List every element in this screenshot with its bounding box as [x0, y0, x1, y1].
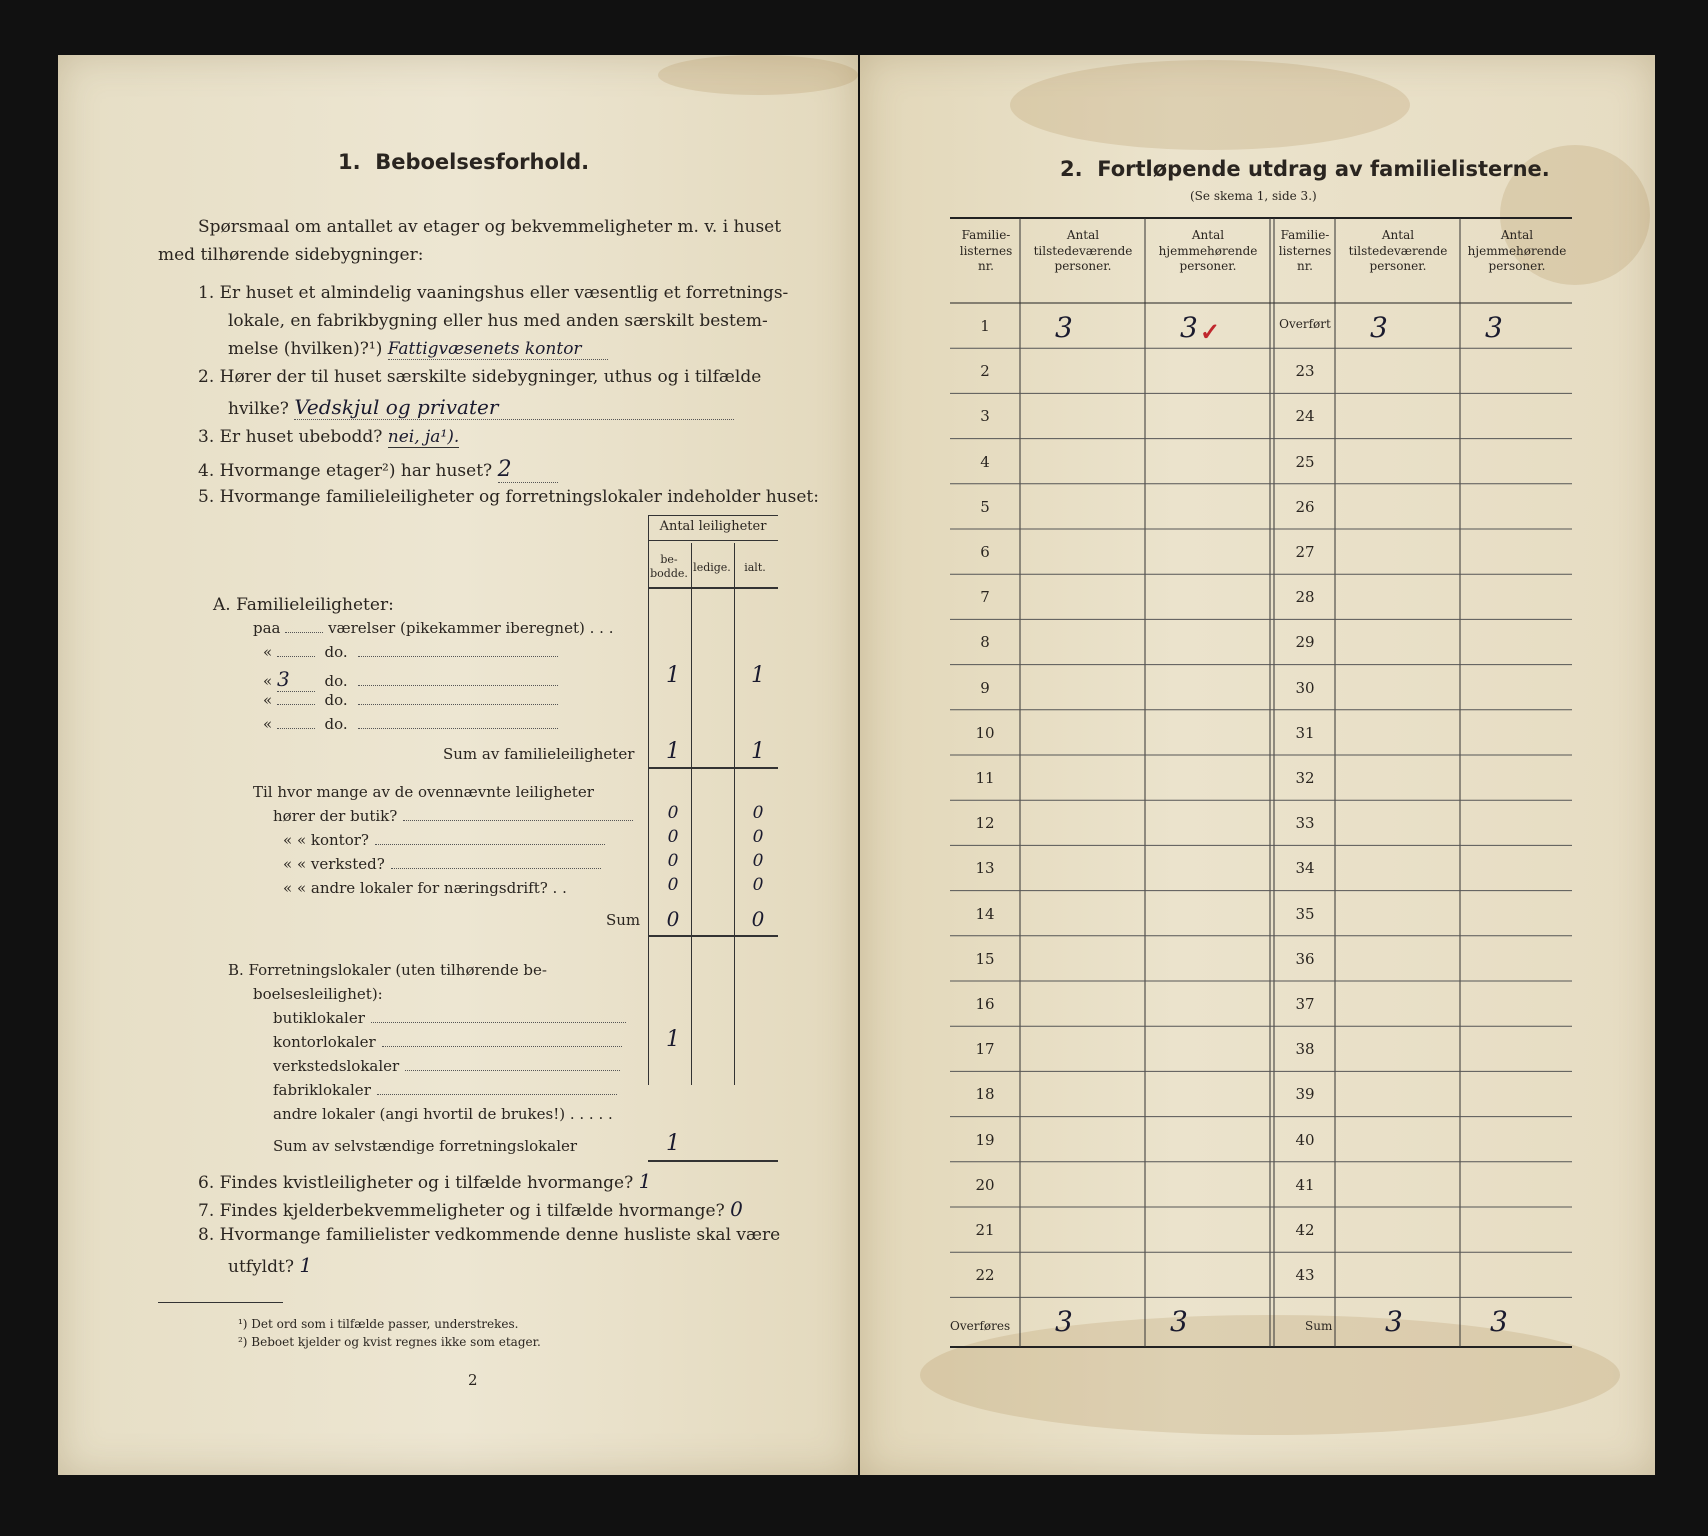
row-number-right: 30: [1295, 678, 1315, 697]
a-row-label: do.: [324, 672, 348, 690]
leader-dots: [358, 685, 558, 686]
question-2-line-1: 2. Hører der til huset særskilte sidebygninger, uthus og i tilfælde: [198, 367, 762, 387]
sum-forr-value: 1: [666, 1131, 680, 1156]
question-1-label: melse (hvilken)?¹): [228, 339, 383, 359]
table-vline-2: [691, 543, 692, 1085]
row-number-left: 11: [975, 769, 995, 787]
row-number-right: 23: [1295, 362, 1315, 381]
a-row-rooms: [285, 632, 323, 633]
row-number-right: 39: [1295, 1085, 1315, 1104]
row-number-right: 41: [1295, 1175, 1315, 1194]
row-number-right: 31: [1295, 723, 1315, 742]
footnote-1: ¹) Det ord som i tilfælde passer, understrekes.: [238, 1317, 519, 1331]
section-a-title: A. Familieleiligheter:: [213, 595, 394, 615]
question-8-answer: 1: [299, 1253, 313, 1277]
leader-dots: [391, 868, 601, 869]
b-row-4-bebodde: 0: [667, 875, 679, 895]
question-4: [198, 457, 558, 483]
question-2-answer: Vedskjul og privater: [294, 395, 734, 420]
question-8-line-2: [228, 1253, 312, 1277]
c-row-2: [273, 1033, 622, 1051]
footer-overfores-hjemmehorende: 3: [1170, 1305, 1188, 1338]
row-number-right: 24: [1295, 407, 1315, 426]
col-header-tilstedevaerende: Antal tilstedeværende personer.: [1033, 228, 1133, 274]
question-4-label: 4. Hvormange etager²) har huset?: [198, 461, 493, 481]
leader-dots: [403, 820, 633, 821]
question-2-line-2: [228, 395, 734, 420]
b-row-2: [283, 831, 605, 849]
c-row-label: fabriklokaler: [273, 1081, 371, 1099]
section-2-subtitle: (Se skema 1, side 3.): [1190, 189, 1317, 203]
footnote-rule: [158, 1302, 283, 1303]
row-1-tilstedevaerende: 3: [1055, 311, 1073, 344]
row-number-left: 3: [980, 407, 990, 426]
row-number-left: 18: [975, 1085, 995, 1104]
a-row-3-ialt: 1: [751, 663, 765, 688]
row-number-left: 19: [975, 1130, 995, 1149]
a-row-rooms: [277, 704, 315, 705]
a-row-rooms: 3: [277, 667, 315, 692]
c-row-1: [273, 1009, 626, 1027]
col-ialt: ialt.: [744, 561, 766, 574]
section-title-text: Fortløpende utdrag av familielisterne.: [1097, 157, 1550, 181]
leader-dots: [358, 704, 558, 705]
a-row-label: do.: [324, 691, 348, 709]
table-header-title: Antal leiligheter: [648, 515, 778, 541]
a-row-rooms: [277, 728, 315, 729]
row-number-left: 12: [975, 814, 995, 833]
overfort-hjemmehorende: 3: [1485, 311, 1503, 344]
row-number-right: 28: [1295, 588, 1315, 607]
leader-dots: [405, 1070, 620, 1071]
overfort-tilstedevaerende: 3: [1370, 311, 1388, 344]
question-6-answer: 1: [638, 1169, 652, 1193]
question-8-label: utfyldt?: [228, 1257, 294, 1277]
a-row-4: [263, 691, 558, 709]
row-number-left: 1: [980, 317, 990, 335]
leader-dots: [375, 844, 605, 845]
col-ledige: ledige.: [693, 561, 731, 574]
c-row-label: verkstedslokaler: [273, 1057, 400, 1075]
col-header-familielisternes: Familie- listernes nr.: [959, 228, 1013, 274]
question-3-label: 3. Er huset ubebodd?: [198, 427, 383, 447]
question-1-line-1: 1. Er huset et almindelig vaaningshus eller væsentlig et forretnings-: [198, 283, 789, 303]
col-header-tilstedevaerende-2: Antal tilstedeværende personer.: [1348, 228, 1448, 274]
row-number-left: 9: [980, 678, 990, 697]
sum-fam-ialt: 1: [751, 739, 765, 764]
b-row-3-bebodde: 0: [667, 851, 679, 871]
question-6-label: 6. Findes kvistleiligheter og i tilfælde hvormange?: [198, 1173, 634, 1193]
b-row-4-ialt: 0: [752, 875, 764, 895]
b-row-3-ialt: 0: [752, 851, 764, 871]
row-number-right: 26: [1295, 497, 1315, 516]
row-number-left: 16: [975, 995, 995, 1013]
a-row-2: [263, 643, 558, 661]
c-row-3: [273, 1057, 620, 1075]
row-number-left: 22: [975, 1266, 995, 1285]
question-4-answer: 2: [498, 457, 558, 483]
row-number-right: 27: [1295, 543, 1315, 561]
table-top-rule: [648, 515, 778, 516]
question-1-answer: Fattigvæsenets kontor: [388, 339, 608, 360]
b-row-2-bebodde: 0: [667, 827, 679, 847]
sum-familieleiligheter-label: Sum av familieleiligheter: [443, 745, 635, 763]
footer-overfores-label: Overføres: [950, 1319, 1011, 1333]
a-row-rooms: [277, 656, 315, 657]
a-row-label: værelser (pikekammer iberegnet) . . .: [328, 619, 614, 637]
row-number-left: 21: [975, 1221, 995, 1239]
sum-rule: [648, 767, 778, 769]
b-row-1-ialt: 0: [752, 803, 764, 823]
intro-line-1: Spørsmaal om antallet av etager og bekvemmeligheter m. v. i huset: [198, 217, 782, 237]
a-row-1: [253, 619, 613, 637]
leader-dots: [371, 1022, 626, 1023]
row-number-left: 4: [980, 452, 990, 471]
question-7: [198, 1197, 743, 1221]
footer-overfores-tilstedevaerende: 3: [1055, 1305, 1073, 1338]
b-row-1: [273, 807, 633, 825]
row-number-right: 35: [1295, 904, 1315, 923]
apartments-table-header: [648, 515, 778, 541]
c-row-2-value: 1: [666, 1027, 680, 1052]
footer-sum-hjemmehorende: 3: [1490, 1305, 1508, 1338]
c-row-label: butiklokaler: [273, 1009, 365, 1027]
row-number-left: 8: [980, 633, 990, 652]
footer-sum-tilstedevaerende: 3: [1385, 1305, 1403, 1338]
leader-dots: [382, 1046, 622, 1047]
b-row-label: hører der butik?: [273, 807, 398, 825]
row-number-right: 37: [1295, 995, 1315, 1013]
til-hvor-mange-line: Til hvor mange av de ovennævnte leiligheter: [253, 783, 594, 801]
col-header-hjemmehorende: Antal hjemmehørende personer.: [1158, 228, 1258, 274]
row-1-hjemmehorende: 3: [1180, 311, 1198, 344]
section-1-title: [338, 150, 589, 174]
right-page: [860, 55, 1655, 1475]
row-number-right: 32: [1295, 769, 1315, 787]
a-row-prefix: «: [263, 715, 273, 733]
row-number-right: 33: [1295, 814, 1315, 833]
leader-dots: [377, 1094, 617, 1095]
question-3-options: nei, ja¹).: [387, 427, 460, 447]
section-number: 2.: [1060, 157, 1083, 181]
sum-label: Sum: [606, 911, 641, 929]
question-7-label: 7. Findes kjelderbekvemmeligheter og i tilfælde hvormange?: [198, 1201, 725, 1221]
question-5: 5. Hvormange familieleiligheter og forretningslokaler indeholder huset:: [198, 487, 819, 507]
a-row-prefix: «: [263, 691, 273, 709]
sum-bebodde: 0: [666, 907, 680, 931]
a-row-label: do.: [324, 715, 348, 733]
a-row-label: do.: [324, 643, 348, 661]
red-check-icon: ✓: [1200, 317, 1221, 346]
c-row-4: [273, 1081, 617, 1099]
sum-rule-2: [648, 935, 778, 937]
sum-fam-bebodde: 1: [666, 739, 680, 764]
row-number-right: Overført: [1279, 317, 1331, 331]
row-number-left: 14: [975, 904, 995, 923]
col-bebodde: be- bodde.: [650, 553, 688, 581]
paper-stain: [658, 55, 858, 95]
footnote-2: ²) Beboet kjelder og kvist regnes ikke som etager.: [238, 1335, 541, 1349]
row-number-left: 5: [980, 497, 990, 516]
a-row-prefix: «: [263, 672, 273, 690]
leader-dots: [358, 656, 558, 657]
footer-sum-label: Sum: [1305, 1319, 1333, 1333]
row-number-right: 29: [1295, 633, 1315, 652]
section-b-line-2: boelsesleilighet):: [253, 985, 383, 1003]
c-row-label: kontorlokaler: [273, 1033, 376, 1051]
row-number-left: 7: [980, 588, 990, 607]
col-header-hjemmehorende-2: Antal hjemmehørende personer.: [1467, 228, 1567, 274]
row-number-right: 34: [1295, 859, 1315, 878]
question-3: [198, 427, 459, 447]
left-page: [58, 55, 858, 1475]
row-number-left: 10: [975, 723, 995, 742]
row-number-left: 13: [975, 859, 995, 878]
table-vline-1: [648, 515, 649, 1085]
a-row-3-bebodde: 1: [666, 663, 680, 688]
section-title-text: Beboelsesforhold.: [375, 150, 590, 174]
section-number: 1.: [338, 150, 361, 174]
a-row-3: [263, 667, 558, 692]
a-row-prefix: «: [263, 643, 273, 661]
row-number-right: 36: [1295, 949, 1315, 968]
a-row-prefix: paa: [253, 619, 281, 637]
table-vline-3: [734, 543, 735, 1085]
b-row-4: « « andre lokaler for næringsdrift? . .: [283, 879, 567, 897]
sum-forretningslokaler-label: Sum av selvstændige forretningslokaler: [273, 1137, 578, 1155]
question-2-label: hvilke?: [228, 399, 289, 419]
question-7-answer: 0: [730, 1197, 743, 1221]
a-row-5: [263, 715, 558, 733]
row-number-left: 2: [980, 362, 990, 381]
c-row-5: andre lokaler (angi hvortil de brukes!) . . . . .: [273, 1105, 613, 1123]
row-number-left: 15: [975, 949, 995, 968]
sum-rule-3: [648, 1160, 778, 1162]
b-row-1-bebodde: 0: [667, 803, 679, 823]
row-number-right: 40: [1295, 1130, 1315, 1149]
question-8-line-1: 8. Hvormange familielister vedkommende denne husliste skal være: [198, 1225, 781, 1245]
question-6: [198, 1169, 651, 1193]
sum-ialt: 0: [751, 907, 765, 931]
row-number-right: 42: [1295, 1221, 1315, 1239]
b-row-3: [283, 855, 601, 873]
row-number-left: 6: [980, 543, 990, 561]
row-number-left: 17: [975, 1040, 995, 1059]
intro-line-2: med tilhørende sidebygninger:: [158, 245, 424, 265]
b-row-label: « « verksted?: [283, 855, 385, 873]
row-number-right: 25: [1295, 452, 1315, 471]
col-header-familielisternes-2: Familie- listernes nr.: [1278, 228, 1332, 274]
leader-dots: [358, 728, 558, 729]
row-number-right: 43: [1295, 1266, 1315, 1285]
question-1-line-3: [228, 339, 608, 360]
row-number-left: 20: [975, 1175, 995, 1194]
row-number-right: 38: [1295, 1040, 1315, 1059]
b-row-2-ialt: 0: [752, 827, 764, 847]
b-row-label: « « kontor?: [283, 831, 369, 849]
page-number: 2: [468, 1371, 478, 1389]
table-header-rule: [648, 587, 778, 589]
question-1-line-2: lokale, en fabrikbygning eller hus med anden særskilt bestem-: [228, 311, 768, 331]
section-b-line-1: B. Forretningslokaler (uten tilhørende be-: [228, 961, 547, 979]
